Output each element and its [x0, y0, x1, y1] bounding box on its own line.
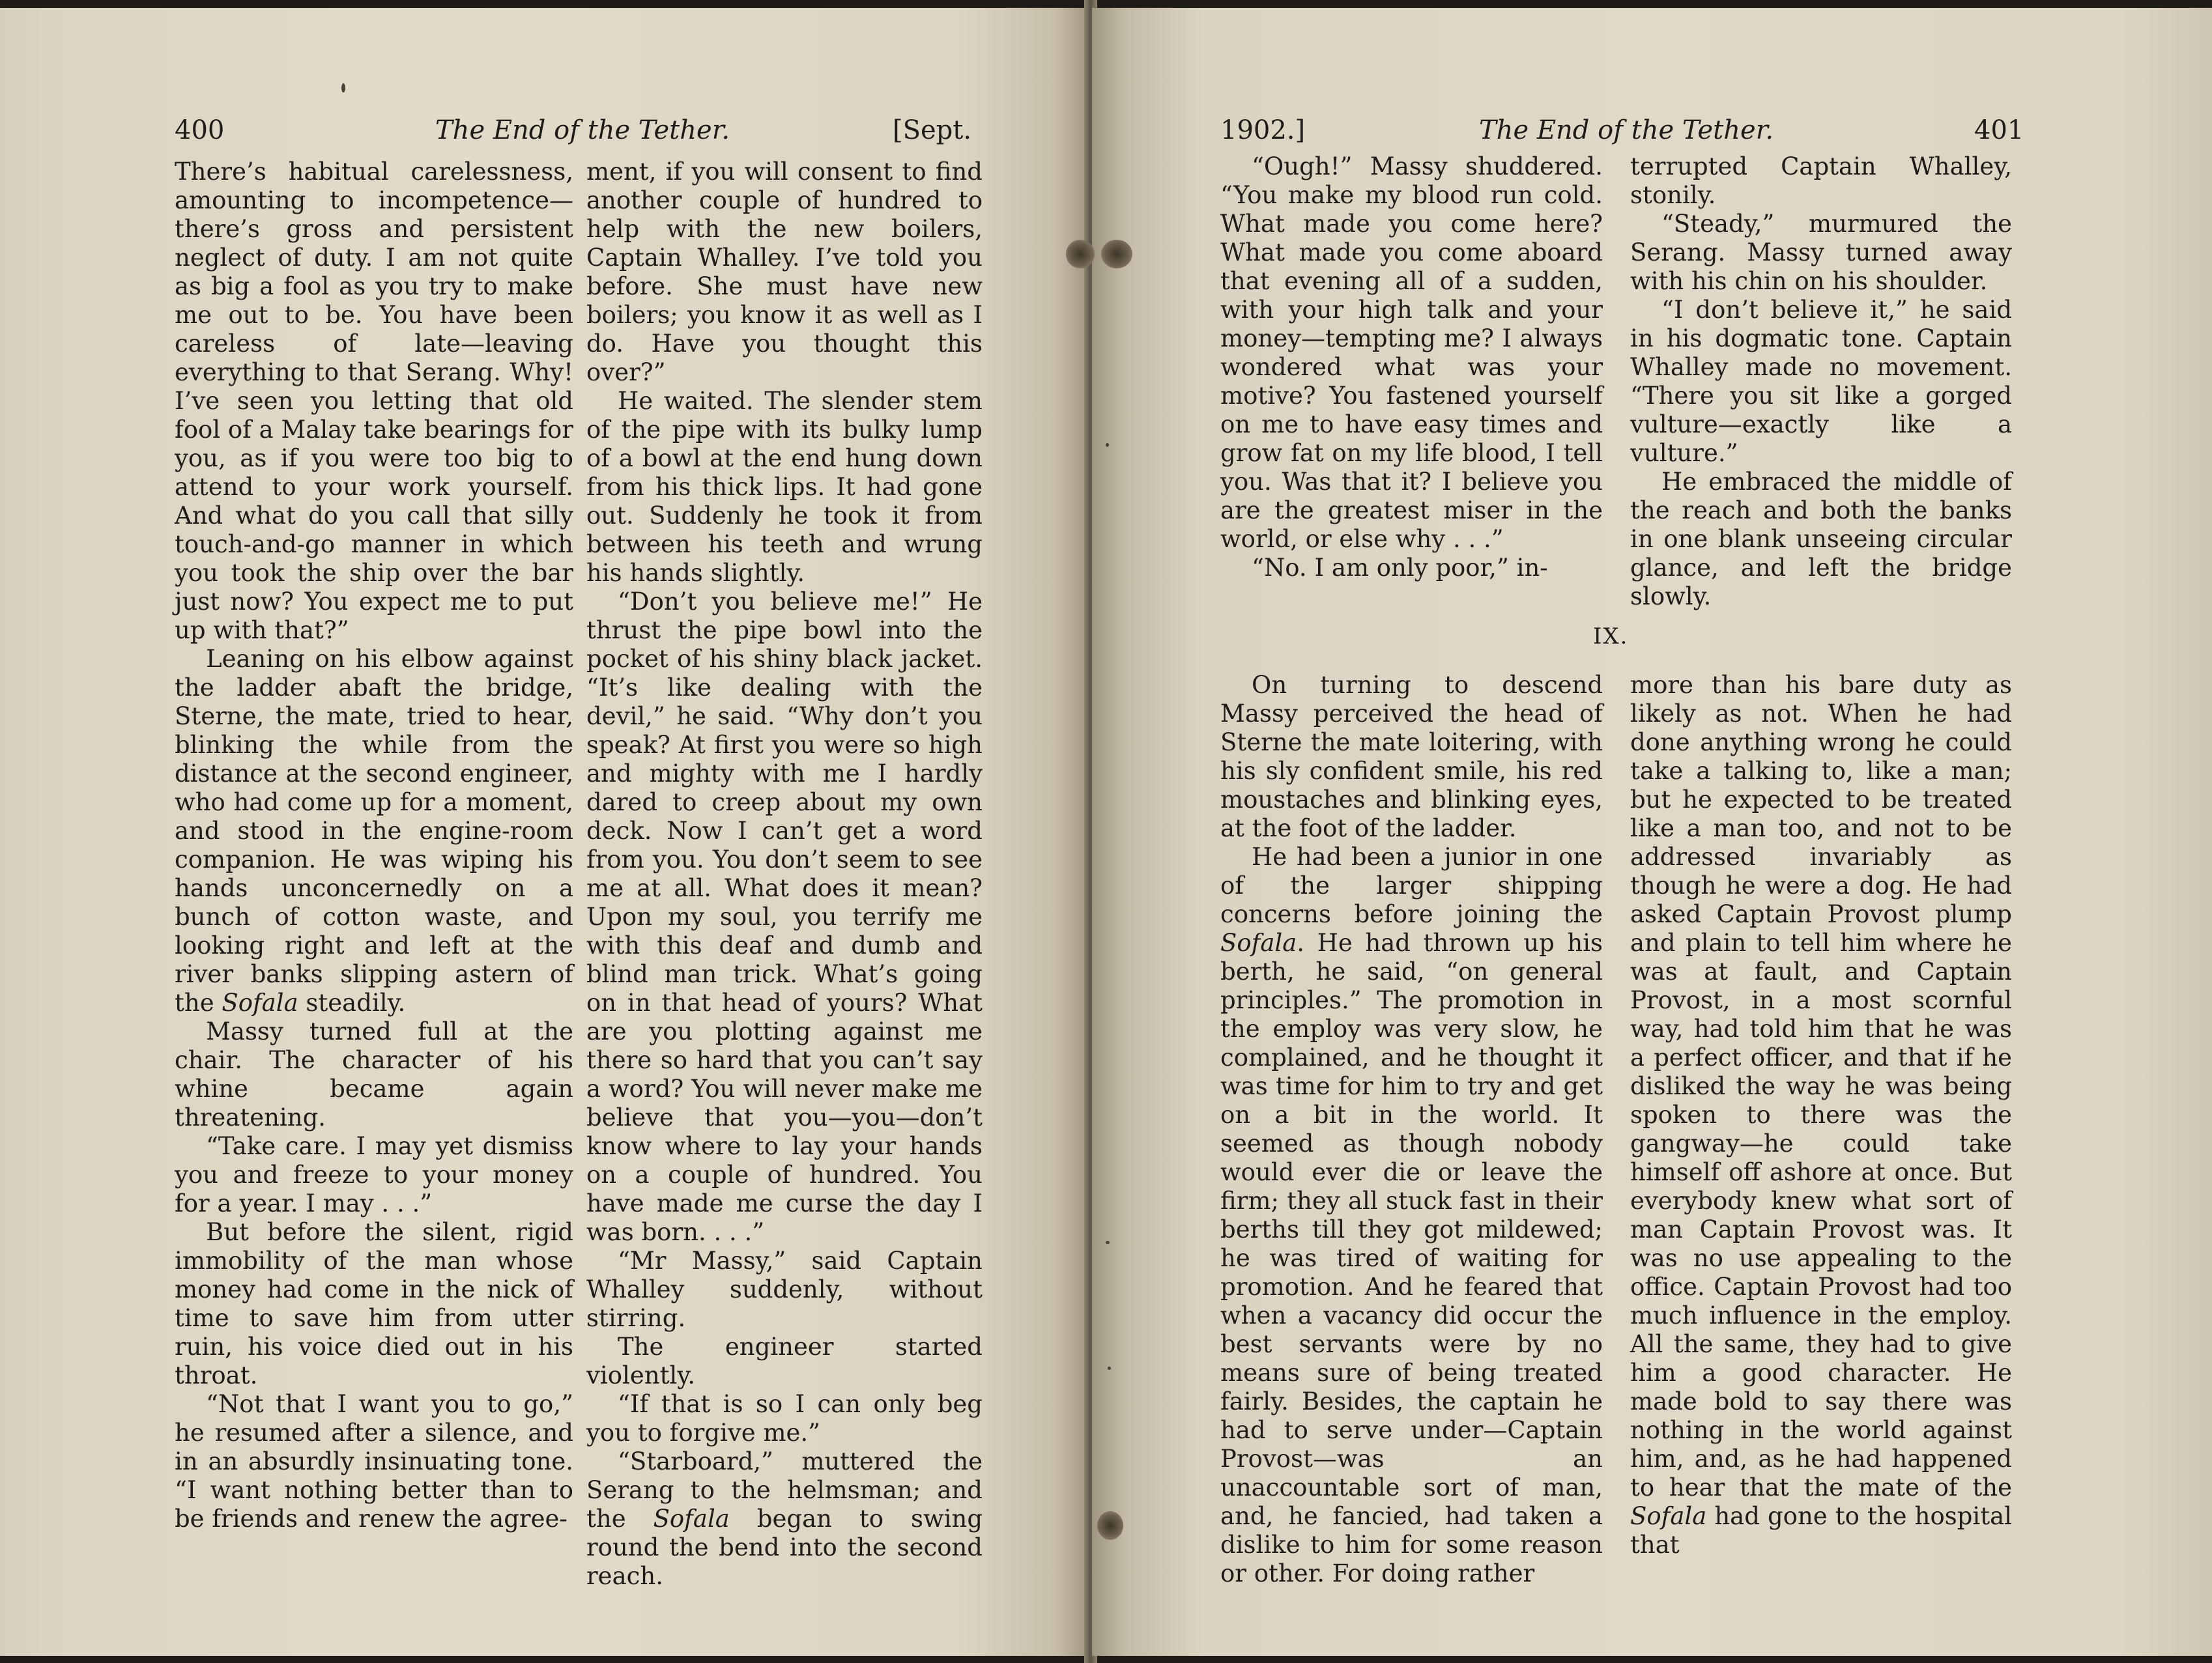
paragraph: There’s habitual carelessness, amounting to incompetence—there’s gross and persistent neglect of duty. I am not quite as big a fool as you try to make me out to be. You have been careless of late—leaving everything to that Serang. Why! I’ve seen you letting that old fool of a Malay take bearings for you, as if you were too big to attend to your work yourself. And what do you call that silly touch-and-go manner in which you took the ship over the bar just now? You expect me to put up with that?” — [175, 158, 573, 644]
right-page-column-2-top — [1630, 152, 2012, 611]
left-page-column-1 — [175, 158, 573, 1533]
right-page — [1092, 8, 2212, 1656]
paragraph: terrupted Captain Whalley, stonily. — [1630, 152, 2012, 209]
paragraph: Massy turned full at the chair. The character of his whine became again threatening. — [175, 1017, 573, 1131]
right-page-column-1-top — [1220, 152, 1603, 582]
print-speck — [1106, 443, 1109, 447]
paragraph: “Steady,” murmured the Serang. Massy turned away with his chin on his shoulder. — [1630, 210, 2012, 295]
paragraph: “If that is so I can only beg you to forgive me.” — [586, 1390, 983, 1447]
right-page-header — [1092, 104, 2212, 156]
print-speck — [1106, 1241, 1110, 1244]
left-page-column-2 — [586, 158, 983, 1591]
binding-hole-mark — [1101, 240, 1132, 268]
binding-hole-mark — [1066, 240, 1095, 268]
header-date-right: 1902.] — [1220, 115, 1306, 145]
print-speck — [1108, 1367, 1111, 1370]
paragraph: He embraced the middle of the reach and both the banks in one blank unseeing circular glance, and left the bridge slowly. — [1630, 468, 2012, 610]
paragraph: more than his bare duty as likely as not. When he had done anything wrong he could take a talking to, like a man; but he expected to be treated like a man too, and not to be addressed invariably as though he were a dog. He had asked Captain Provost plump and plain to tell him where he was at fault, and Captain Provost, in a most scornful way, had told him that he was a perfect officer, and that if he disliked the way he was being spoken to there was the gangway—he could take himself off ashore at once. But everybody knew what sort of man Captain Provost was. It was no use appealing to the office. Captain Provost had too much influence in the employ. All the same, they had to give him a good character. He made bold to say there was nothing in the world against him, and, as he had happened to hear that the mate of the Sofala had gone to the hospital that — [1630, 671, 2012, 1559]
paragraph: He waited. The slender stem of the pipe with its bulky lump of a bowl at the end hung down from his thick lips. It had gone out. Suddenly he took it from between his teeth and wrung his hands slightly. — [586, 387, 983, 587]
paragraph: The engineer started violently. — [586, 1333, 983, 1389]
paragraph: “No. I am only poor,” in- — [1252, 554, 1548, 582]
left-page — [0, 8, 1089, 1656]
running-title-right: The End of the Tether. — [1479, 115, 1774, 145]
paragraph: “Starboard,” muttered the Serang to the helmsman; and the Sofala began to swing round the bend into the second reach. — [586, 1447, 983, 1590]
binding-hole-mark — [1097, 1511, 1123, 1540]
left-page-header — [0, 104, 1089, 156]
paragraph: ment, if you will consent to find another couple of hundred to help with the new boilers, Captain Whalley. I’ve told you before. She must have new boilers; you know it as well as I do. Have you thought this over?” — [586, 158, 983, 386]
paragraph: On turning to descend Massy perceived the head of Sterne the mate loitering, with his sly confident smile, his red moustaches and blinking eyes, at the foot of the ladder. — [1220, 671, 1603, 842]
header-date-left: [Sept. — [893, 115, 972, 145]
paragraph: “Mr Massy,” said Captain Whalley suddenly, without stirring. — [586, 1247, 983, 1332]
right-page-column-1-bottom — [1220, 671, 1603, 1588]
paragraph: “I don’t believe it,” he said in his dogmatic tone. Captain Whalley made no movement. “There you sit like a gorged vulture—exactly like a vulture.” — [1630, 296, 2012, 467]
right-page-column-2-bottom — [1630, 671, 2012, 1559]
running-title-left: The End of the Tether. — [435, 115, 730, 145]
paragraph: He had been a junior in one of the larger shipping concerns before joining the Sofala. He had thrown up his berth, he said, “on general principles.” The promotion in the employ was very slow, he complained, and he thought it was time for him to try and get on a bit in the world. It seemed as though nobody would ever die or leave the firm; they all stuck fast in their berths till they got mildewed; he was tired of waiting for promotion. And he feared that when a vacancy did occur the best servants were by no means sure of being treated fairly. Besides, the captain he had to serve under—Captain Provost—was an unaccountable sort of man, and, he fancied, had taken a dislike to him for some reason or other. For doing rather — [1220, 843, 1603, 1587]
section-heading: IX. — [1593, 623, 1629, 649]
paragraph: “Take care. I may yet dismiss you and freeze to your money for a year. I may . . .” — [175, 1132, 573, 1217]
print-speck — [341, 83, 345, 92]
paragraph: But before the silent, rigid immobility of the man whose money had come in the nick of time to save him from utter ruin, his voice died out in his throat. — [175, 1218, 573, 1389]
paragraph: “Ough!” Massy shuddered. “You make my blood run cold. What made you come here? What made you come aboard that evening all of a sudden, with your high talk and your money—tempting me? I always wondered what was your motive? You fastened yourself on me to have easy times and grow fat on my life blood, I tell you. Was that it? I believe you are the greatest miser in the world, or else why . . .” — [1220, 152, 1603, 553]
paragraph: Leaning on his elbow against the ladder abaft the bridge, Sterne, the mate, tried to hear, blinking the while from the distance at the second engineer, who had come up for a moment, and stood in the engine-room companion. He was wiping his hands unconcernedly on a bunch of cotton waste, and looking right and left at the river banks slipping astern of the Sofala steadily. — [175, 645, 573, 1017]
paragraph: “Don’t you believe me!” He thrust the pipe bowl into the pocket of his shiny black jacket. “It’s like dealing with the devil,” he said. “Why don’t you speak? At first you were so high and mighty with me I hardly dared to creep about my own deck. Now I can’t get a word from you. You don’t seem to see me at all. What does it mean? Upon my soul, you terrify me with this deaf and dumb and blind man trick. What’s going on in that head of yours? What are you plotting against me there so hard that you can’t say a word? You will never make me believe that you—you—don’t know where to lay your hands on a couple of hundred. You have made me curse the day I was born. . . .” — [586, 588, 983, 1246]
page-number-left: 400 — [175, 115, 225, 145]
paragraph: “Not that I want you to go,” he resumed after a silence, and in an absurdly insinuating tone. “I want nothing better than to be friends and renew the agree- — [175, 1390, 573, 1533]
page-number-right: 401 — [1974, 115, 2024, 145]
